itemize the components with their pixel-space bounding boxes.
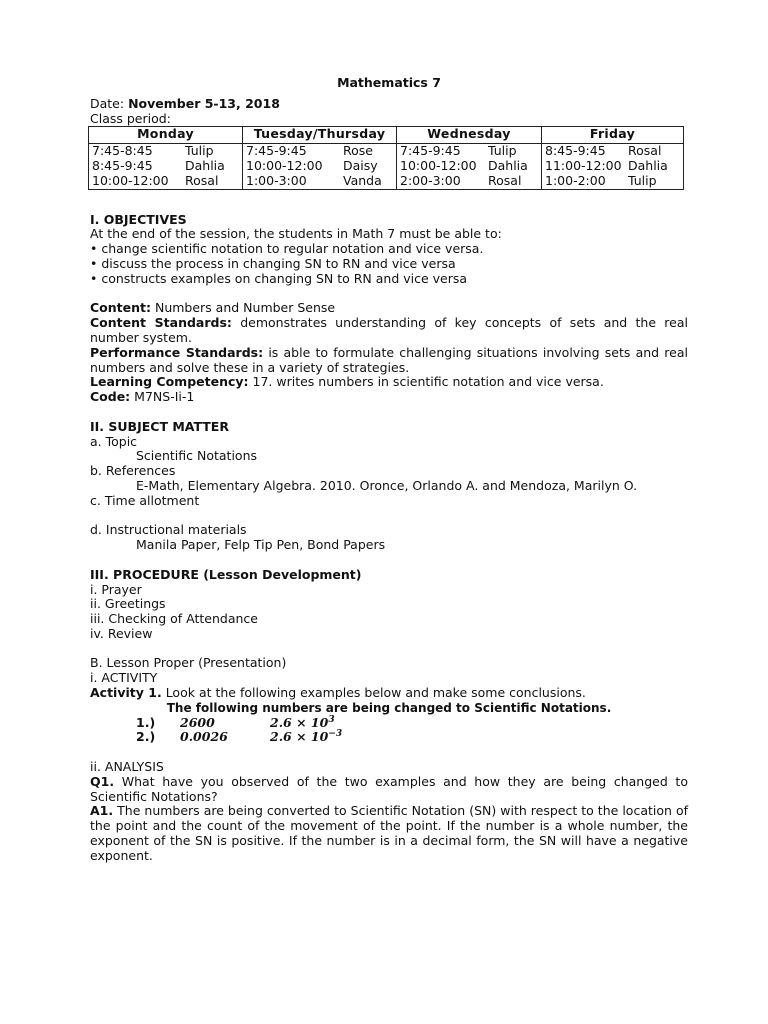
objective-item: • constructs examples on changing SN to RN and vice versa xyxy=(90,270,468,286)
content-standards-value: demonstrates understanding of key concepts of sets and the real number system. xyxy=(90,315,688,345)
lesson-proper: B. Lesson Proper (Presentation) xyxy=(90,655,287,671)
document-title: Mathematics 7 xyxy=(337,75,441,90)
schedule-header-friday: Friday xyxy=(542,127,684,144)
objectives-heading: I. OBJECTIVES xyxy=(90,211,187,227)
code-line xyxy=(90,390,688,405)
activity-text: Look at the following examples below and make some conclusions. xyxy=(165,685,586,701)
slot-time: 11:00-12:00 xyxy=(545,158,622,174)
slot-time: 7:45-9:45 xyxy=(400,143,461,159)
slot-section: Dahlia xyxy=(628,158,668,174)
activity-line xyxy=(90,686,688,701)
references-label: b. References xyxy=(90,463,176,479)
example-sn-base: 2.6 × 10 xyxy=(270,729,329,745)
time-allotment-label: c. Time allotment xyxy=(90,492,200,508)
schedule-slot xyxy=(92,159,239,174)
slot-section: Rosal xyxy=(628,143,662,159)
content-standards xyxy=(90,316,688,346)
slot-time: 10:00-12:00 xyxy=(92,172,169,188)
example-sn-exponent: 3 xyxy=(328,714,335,725)
subject-matter-heading: II. SUBJECT MATTER xyxy=(90,418,229,434)
question-1 xyxy=(90,775,688,805)
example-row xyxy=(90,730,688,745)
materials-label: d. Instructional materials xyxy=(90,522,247,538)
content-label: Content: xyxy=(90,300,151,316)
procedure-heading: III. PROCEDURE (Lesson Development) xyxy=(90,566,362,582)
analysis-heading: ii. ANALYSIS xyxy=(90,759,164,775)
performance-standards-label: Performance Standards: xyxy=(90,344,264,360)
slot-time: 8:45-9:45 xyxy=(92,158,153,174)
slot-section: Rosal xyxy=(185,172,219,188)
procedure-item: i. Prayer xyxy=(90,581,142,597)
slot-section: Tulip xyxy=(488,143,517,159)
learning-competency xyxy=(90,375,688,390)
slot-section: Dahlia xyxy=(185,158,225,174)
slot-section: Vanda xyxy=(343,172,382,188)
learning-competency-value: 17. writes numbers in scientific notation and vice versa. xyxy=(252,374,604,390)
example-sn-exponent: −3 xyxy=(328,729,343,740)
schedule-cell-tuesday-thursday xyxy=(243,144,397,189)
answer-1 xyxy=(90,804,688,863)
schedule-table xyxy=(88,126,684,189)
content-standards-label: Content Standards: xyxy=(90,315,232,331)
class-period-label: Class period: xyxy=(90,110,171,126)
performance-standards xyxy=(90,346,688,376)
example-number: 2.) xyxy=(136,729,156,745)
schedule-header-wednesday: Wednesday xyxy=(397,127,542,144)
slot-time: 10:00-12:00 xyxy=(246,158,323,174)
schedule-slot xyxy=(246,144,393,159)
slot-time: 2:00-3:00 xyxy=(400,172,461,188)
schedule-cell-wednesday xyxy=(397,144,542,189)
performance-standards-value: is able to formulate challenging situations involving sets and real numbers and solve these in a variety of strategies. xyxy=(90,344,688,375)
slot-section: Dahlia xyxy=(488,158,528,174)
answer-1-label: A1. xyxy=(90,803,114,819)
schedule-slot xyxy=(92,174,239,189)
example-number: 1.) xyxy=(136,714,156,730)
schedule-slot xyxy=(92,144,239,159)
answer-1-text: The numbers are being converted to Scientific Notation (SN) with respect to the location of the point and the count of the movement of the point. If the number is a whole number, the exponent of the SN is positive. If the number is in a decimal form, the SN will have a negative exponent. xyxy=(90,803,688,863)
example-sn-base: 2.6 × 10 xyxy=(270,714,329,730)
slot-time: 8:45-9:45 xyxy=(545,143,606,159)
schedule-cell-friday xyxy=(542,144,684,189)
objectives-intro: At the end of the session, the students in Math 7 must be able to: xyxy=(90,226,502,242)
question-1-label: Q1. xyxy=(90,773,115,789)
example-value: 0.0026 xyxy=(180,729,228,745)
schedule-slot xyxy=(545,174,680,189)
slot-time: 10:00-12:00 xyxy=(400,158,477,174)
slot-section: Rose xyxy=(343,143,373,159)
learning-competency-label: Learning Competency: xyxy=(90,374,249,390)
schedule-slot xyxy=(400,159,538,174)
activity-heading: i. ACTIVITY xyxy=(90,670,158,686)
schedule-cell-monday xyxy=(89,144,243,189)
schedule-header-row xyxy=(89,127,684,144)
question-1-text: What have you observed of the two examples and how they are being changed to Scientific Notations? xyxy=(90,773,688,804)
procedure-item: ii. Greetings xyxy=(90,596,166,612)
date-line xyxy=(90,97,688,112)
slot-time: 7:45-9:45 xyxy=(246,143,307,159)
slot-section: Tulip xyxy=(185,143,214,159)
objective-item: • change scientific notation to regular notation and vice versa. xyxy=(90,241,484,257)
example-value: 2600 xyxy=(180,714,215,730)
slot-time: 1:00-2:00 xyxy=(545,172,606,188)
topic-label: a. Topic xyxy=(90,433,138,449)
schedule-header-monday: Monday xyxy=(89,127,243,144)
schedule-body-row xyxy=(89,144,684,189)
activity-label: Activity 1. xyxy=(90,685,162,701)
code-value: M7NS-Ii-1 xyxy=(134,389,195,405)
slot-section: Daisy xyxy=(343,158,378,174)
schedule-slot xyxy=(545,159,680,174)
objective-item: • discuss the process in changing SN to RN and vice versa xyxy=(90,255,456,271)
slot-time: 1:00-3:00 xyxy=(246,172,307,188)
schedule-slot xyxy=(545,144,680,159)
examples-heading: The following numbers are being changed to Scientific Notations. xyxy=(166,700,612,715)
content-value: Numbers and Number Sense xyxy=(154,300,336,316)
slot-time: 7:45-8:45 xyxy=(92,143,153,159)
date-value: November 5-13, 2018 xyxy=(128,95,280,111)
schedule-slot xyxy=(246,159,393,174)
document-content xyxy=(90,76,688,864)
code-label: Code: xyxy=(90,389,131,405)
references-value: E-Math, Elementary Algebra. 2010. Oronce, Orlando A. and Mendoza, Marilyn O. xyxy=(136,477,638,493)
example-sn xyxy=(270,730,342,745)
example-sn xyxy=(270,716,335,731)
example-row xyxy=(90,716,688,731)
procedure-item: iii. Checking of Attendance xyxy=(90,611,258,627)
slot-section: Tulip xyxy=(628,172,657,188)
content-line xyxy=(90,301,688,316)
materials-value: Manila Paper, Felp Tip Pen, Bond Papers xyxy=(136,537,386,553)
schedule-slot xyxy=(400,174,538,189)
schedule-header-tuesday-thursday: Tuesday/Thursday xyxy=(243,127,397,144)
date-label: Date: xyxy=(90,95,125,111)
topic-value: Scientific Notations xyxy=(136,448,258,464)
schedule-slot xyxy=(400,144,538,159)
slot-section: Rosal xyxy=(488,172,522,188)
procedure-item: iv. Review xyxy=(90,625,153,641)
schedule-slot xyxy=(246,174,393,189)
